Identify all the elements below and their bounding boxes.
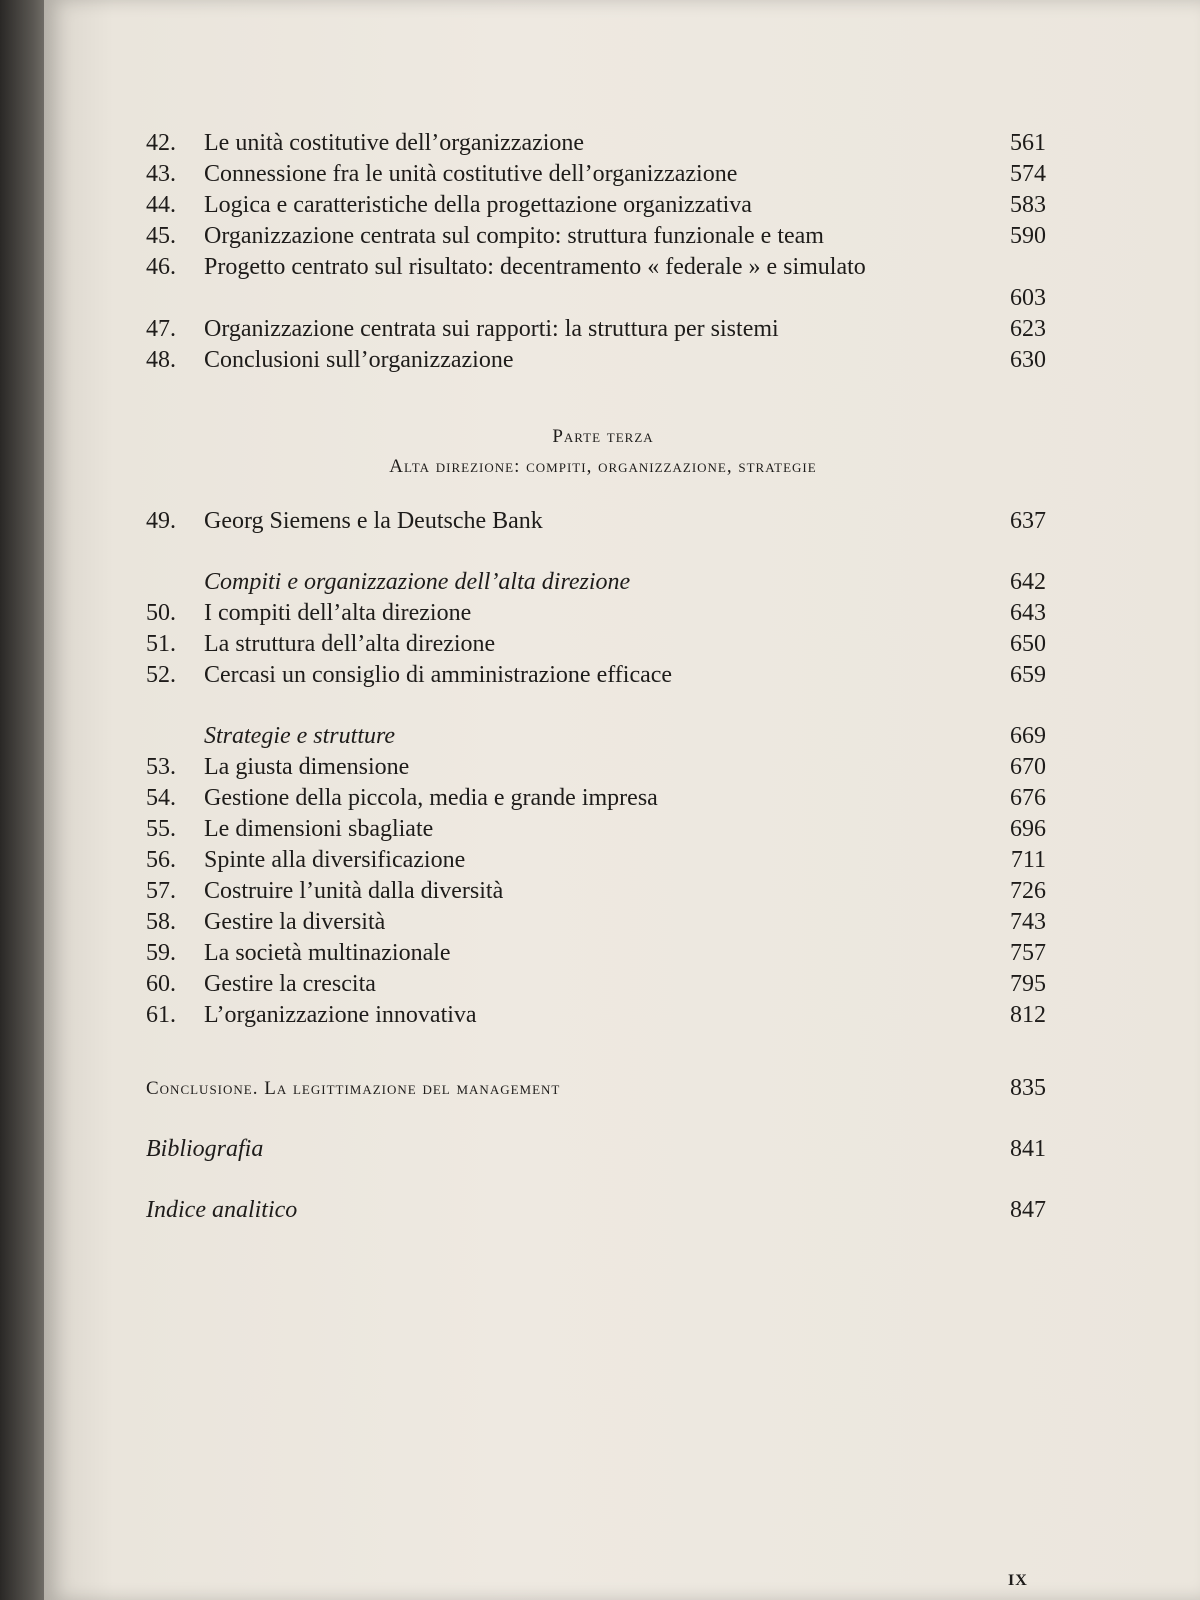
entry-page: 650 [1010,631,1046,657]
entry-title: L’organizzazione innovativa [204,1002,477,1028]
entry-title: Progetto centrato sul risultato: decentramento « federale » e simulato [204,254,866,280]
entry-number: 43. [146,161,176,187]
entry-page: 812 [1010,1002,1046,1028]
entry-page: 637 [1010,508,1046,534]
conclusion-title: Conclusione. La legittimazione del management [146,1078,561,1099]
toc-entry-55 [146,814,1046,845]
toc-entry-58 [146,907,1046,938]
toc-entry-44 [146,190,1046,221]
entry-number: 46. [146,254,176,280]
section-title: Strategie e strutture [204,723,396,749]
entry-page: 583 [1010,192,1046,218]
page-folio: IX [1008,1572,1028,1589]
entry-page: 669 [1010,723,1046,749]
entry-title: Le dimensioni sbagliate [204,816,434,842]
entry-title: Logica e caratteristiche della progettazione organizzativa [204,192,752,218]
entry-page: 835 [1010,1075,1046,1101]
toc-index [146,1195,1046,1226]
entry-page: 574 [1010,161,1046,187]
toc-entry-59 [146,938,1046,969]
toc-entry-50 [146,598,1046,629]
entry-number: 50. [146,600,176,626]
entry-number: 45. [146,223,176,249]
toc-entry-47 [146,314,1046,345]
entry-title: Connessione fra le unità costitutive dell’organizzazione [204,161,738,187]
part-subtitle: Alta direzione: compiti, organizzazione, strategie [389,456,817,477]
entry-page: 630 [1010,347,1046,373]
entry-title: Spinte alla diversificazione [204,847,466,873]
toc-entry-54 [146,783,1046,814]
toc-entry-51 [146,629,1046,660]
entry-title: La giusta dimensione [204,754,410,780]
entry-page: 795 [1010,971,1046,997]
section-title: Compiti e organizzazione dell’alta direzione [204,569,631,595]
entry-title: Gestire la diversità [204,909,386,935]
entry-number: 58. [146,909,176,935]
entry-number: 55. [146,816,176,842]
entry-number: 52. [146,662,176,688]
entry-title: I compiti dell’alta direzione [204,600,472,626]
entry-page: 590 [1010,223,1046,249]
entry-page: 847 [1010,1197,1046,1223]
entry-page: 743 [1010,909,1046,935]
entry-title: Georg Siemens e la Deutsche Bank [204,508,543,534]
bibliography-title: Bibliografia [146,1136,264,1162]
entry-number: 56. [146,847,176,873]
toc-entry-56 [146,845,1046,876]
entry-title: Costruire l’unità dalla diversità [204,878,504,904]
entry-title: La società multinazionale [204,940,451,966]
entry-title: Organizzazione centrata sui rapporti: la struttura per sistemi [204,316,779,342]
entry-number: 59. [146,940,176,966]
toc-entry-52 [146,660,1046,691]
entry-page: 642 [1010,569,1046,595]
toc-entry-46 [146,252,1046,314]
toc-conclusion [146,1073,1046,1104]
toc-entry-53 [146,752,1046,783]
entry-page: 696 [1010,816,1046,842]
toc-entry-43 [146,159,1046,190]
toc-section-heading [146,721,1046,752]
entry-page: 603 [1010,285,1046,311]
toc-entry-60 [146,969,1046,1000]
toc-entry-61 [146,1000,1046,1031]
entry-number: 53. [146,754,176,780]
toc-entry-57 [146,876,1046,907]
entry-number: 49. [146,508,176,534]
entry-number: 61. [146,1002,176,1028]
index-title: Indice analitico [146,1197,298,1223]
entry-number: 44. [146,192,176,218]
toc-entry-48 [146,345,1046,376]
entry-number: 48. [146,347,176,373]
entry-number: 54. [146,785,176,811]
entry-number: 57. [146,878,176,904]
entry-page: 841 [1010,1136,1046,1162]
entry-number: 47. [146,316,176,342]
entry-page: 561 [1010,130,1046,156]
entry-number: 51. [146,631,176,657]
toc-entry-45 [146,221,1046,252]
entry-page: 726 [1010,878,1046,904]
entry-title: Cercasi un consiglio di amministrazione efficace [204,662,673,688]
entry-page: 643 [1010,600,1046,626]
entry-title: Gestione della piccola, media e grande impresa [204,785,658,811]
entry-title: Gestire la crescita [204,971,376,997]
table-of-contents [146,128,1046,1226]
entry-page: 676 [1010,785,1046,811]
entry-title: Conclusioni sull’organizzazione [204,347,514,373]
entry-page: 711 [1010,847,1046,873]
entry-title: Organizzazione centrata sul compito: struttura funzionale e team [204,223,824,249]
entry-page: 670 [1010,754,1046,780]
entry-title: Le unità costitutive dell’organizzazione [204,130,585,156]
entry-page: 623 [1010,316,1046,342]
entry-number: 42. [146,130,176,156]
part-label: Parte terza [552,426,654,447]
entry-page: 757 [1010,940,1046,966]
toc-entry-42 [146,128,1046,159]
toc-bibliography [146,1134,1046,1165]
entry-title: La struttura dell’alta direzione [204,631,496,657]
toc-entry-49 [146,506,1046,537]
toc-section-heading [146,567,1046,598]
entry-number: 60. [146,971,176,997]
entry-page: 659 [1010,662,1046,688]
